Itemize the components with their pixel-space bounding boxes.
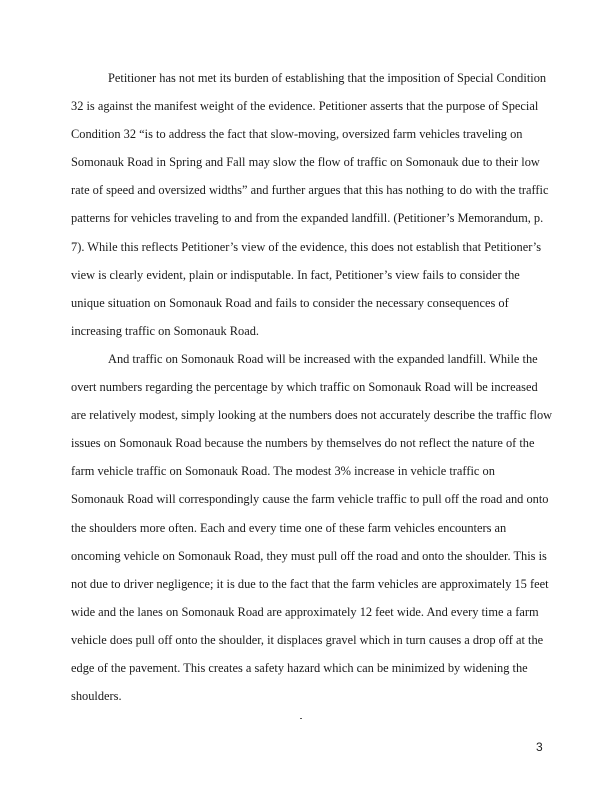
text-line: increasing traffic on Somonauk Road. [71, 323, 259, 338]
text-line: overt numbers regarding the percentage by which traffic on Somonauk Road will be increased [71, 380, 538, 395]
text-line: 7). While this reflects Petitioner’s view of the evidence, this does not establish that Petitioner’s [71, 239, 542, 254]
text-line: patterns for vehicles traveling to and from the expanded landfill. (Petitioner’s Memorandum, p. [71, 211, 544, 226]
text-line: shoulders. [71, 689, 122, 704]
scan-speck [300, 718, 302, 719]
text-line: unique situation on Somonauk Road and fails to consider the necessary consequences of [71, 295, 509, 310]
text-line: the shoulders more often. Each and every time one of these farm vehicles encounters an [71, 520, 507, 535]
text-line: oncoming vehicle on Somonauk Road, they must pull off the road and onto the shoulder. This is [71, 548, 547, 563]
page-number: 3 [536, 740, 543, 754]
text-line: vehicle does pull off onto the shoulder, it displaces gravel which in turn causes a drop off at the [71, 632, 544, 647]
paragraph-2 [71, 345, 553, 710]
text-line: are relatively modest, simply looking at the numbers does not accurately describe the traffic flow [71, 408, 553, 423]
text-line: farm vehicle traffic on Somonauk Road. The modest 3% increase in vehicle traffic on [71, 464, 495, 479]
text-line: Somonauk Road will correspondingly cause the farm vehicle traffic to pull off the road and onto [71, 492, 549, 507]
text-line: issues on Somonauk Road because the numbers by themselves do not reflect the nature of the [71, 436, 535, 451]
paragraph-1 [71, 64, 549, 345]
text-line: rate of speed and oversized widths” and further argues that this has nothing to do with the traffic [71, 183, 549, 198]
text-line: Condition 32 “is to address the fact that slow-moving, oversized farm vehicles traveling on [71, 127, 523, 142]
text-line: edge of the pavement. This creates a safety hazard which can be minimized by widening the [71, 660, 528, 675]
text-line: 32 is against the manifest weight of the evidence. Petitioner asserts that the purpose of Special [71, 99, 539, 114]
text-line: And traffic on Somonauk Road will be increased with the expanded landfill. While the [108, 351, 538, 366]
text-line: Petitioner has not met its burden of establishing that the imposition of Special Condition [108, 71, 547, 85]
text-line: Somonauk Road in Spring and Fall may slow the flow of traffic on Somonauk due to their low [71, 155, 540, 170]
text-line: wide and the lanes on Somonauk Road are approximately 12 feet wide. And every time a farm [71, 604, 539, 619]
document-body [71, 64, 553, 710]
text-line: not due to driver negligence; it is due to the fact that the farm vehicles are approximately 15 feet [71, 576, 549, 591]
text-line: view is clearly evident, plain or indisputable. In fact, Petitioner’s view fails to consider the [71, 267, 520, 282]
